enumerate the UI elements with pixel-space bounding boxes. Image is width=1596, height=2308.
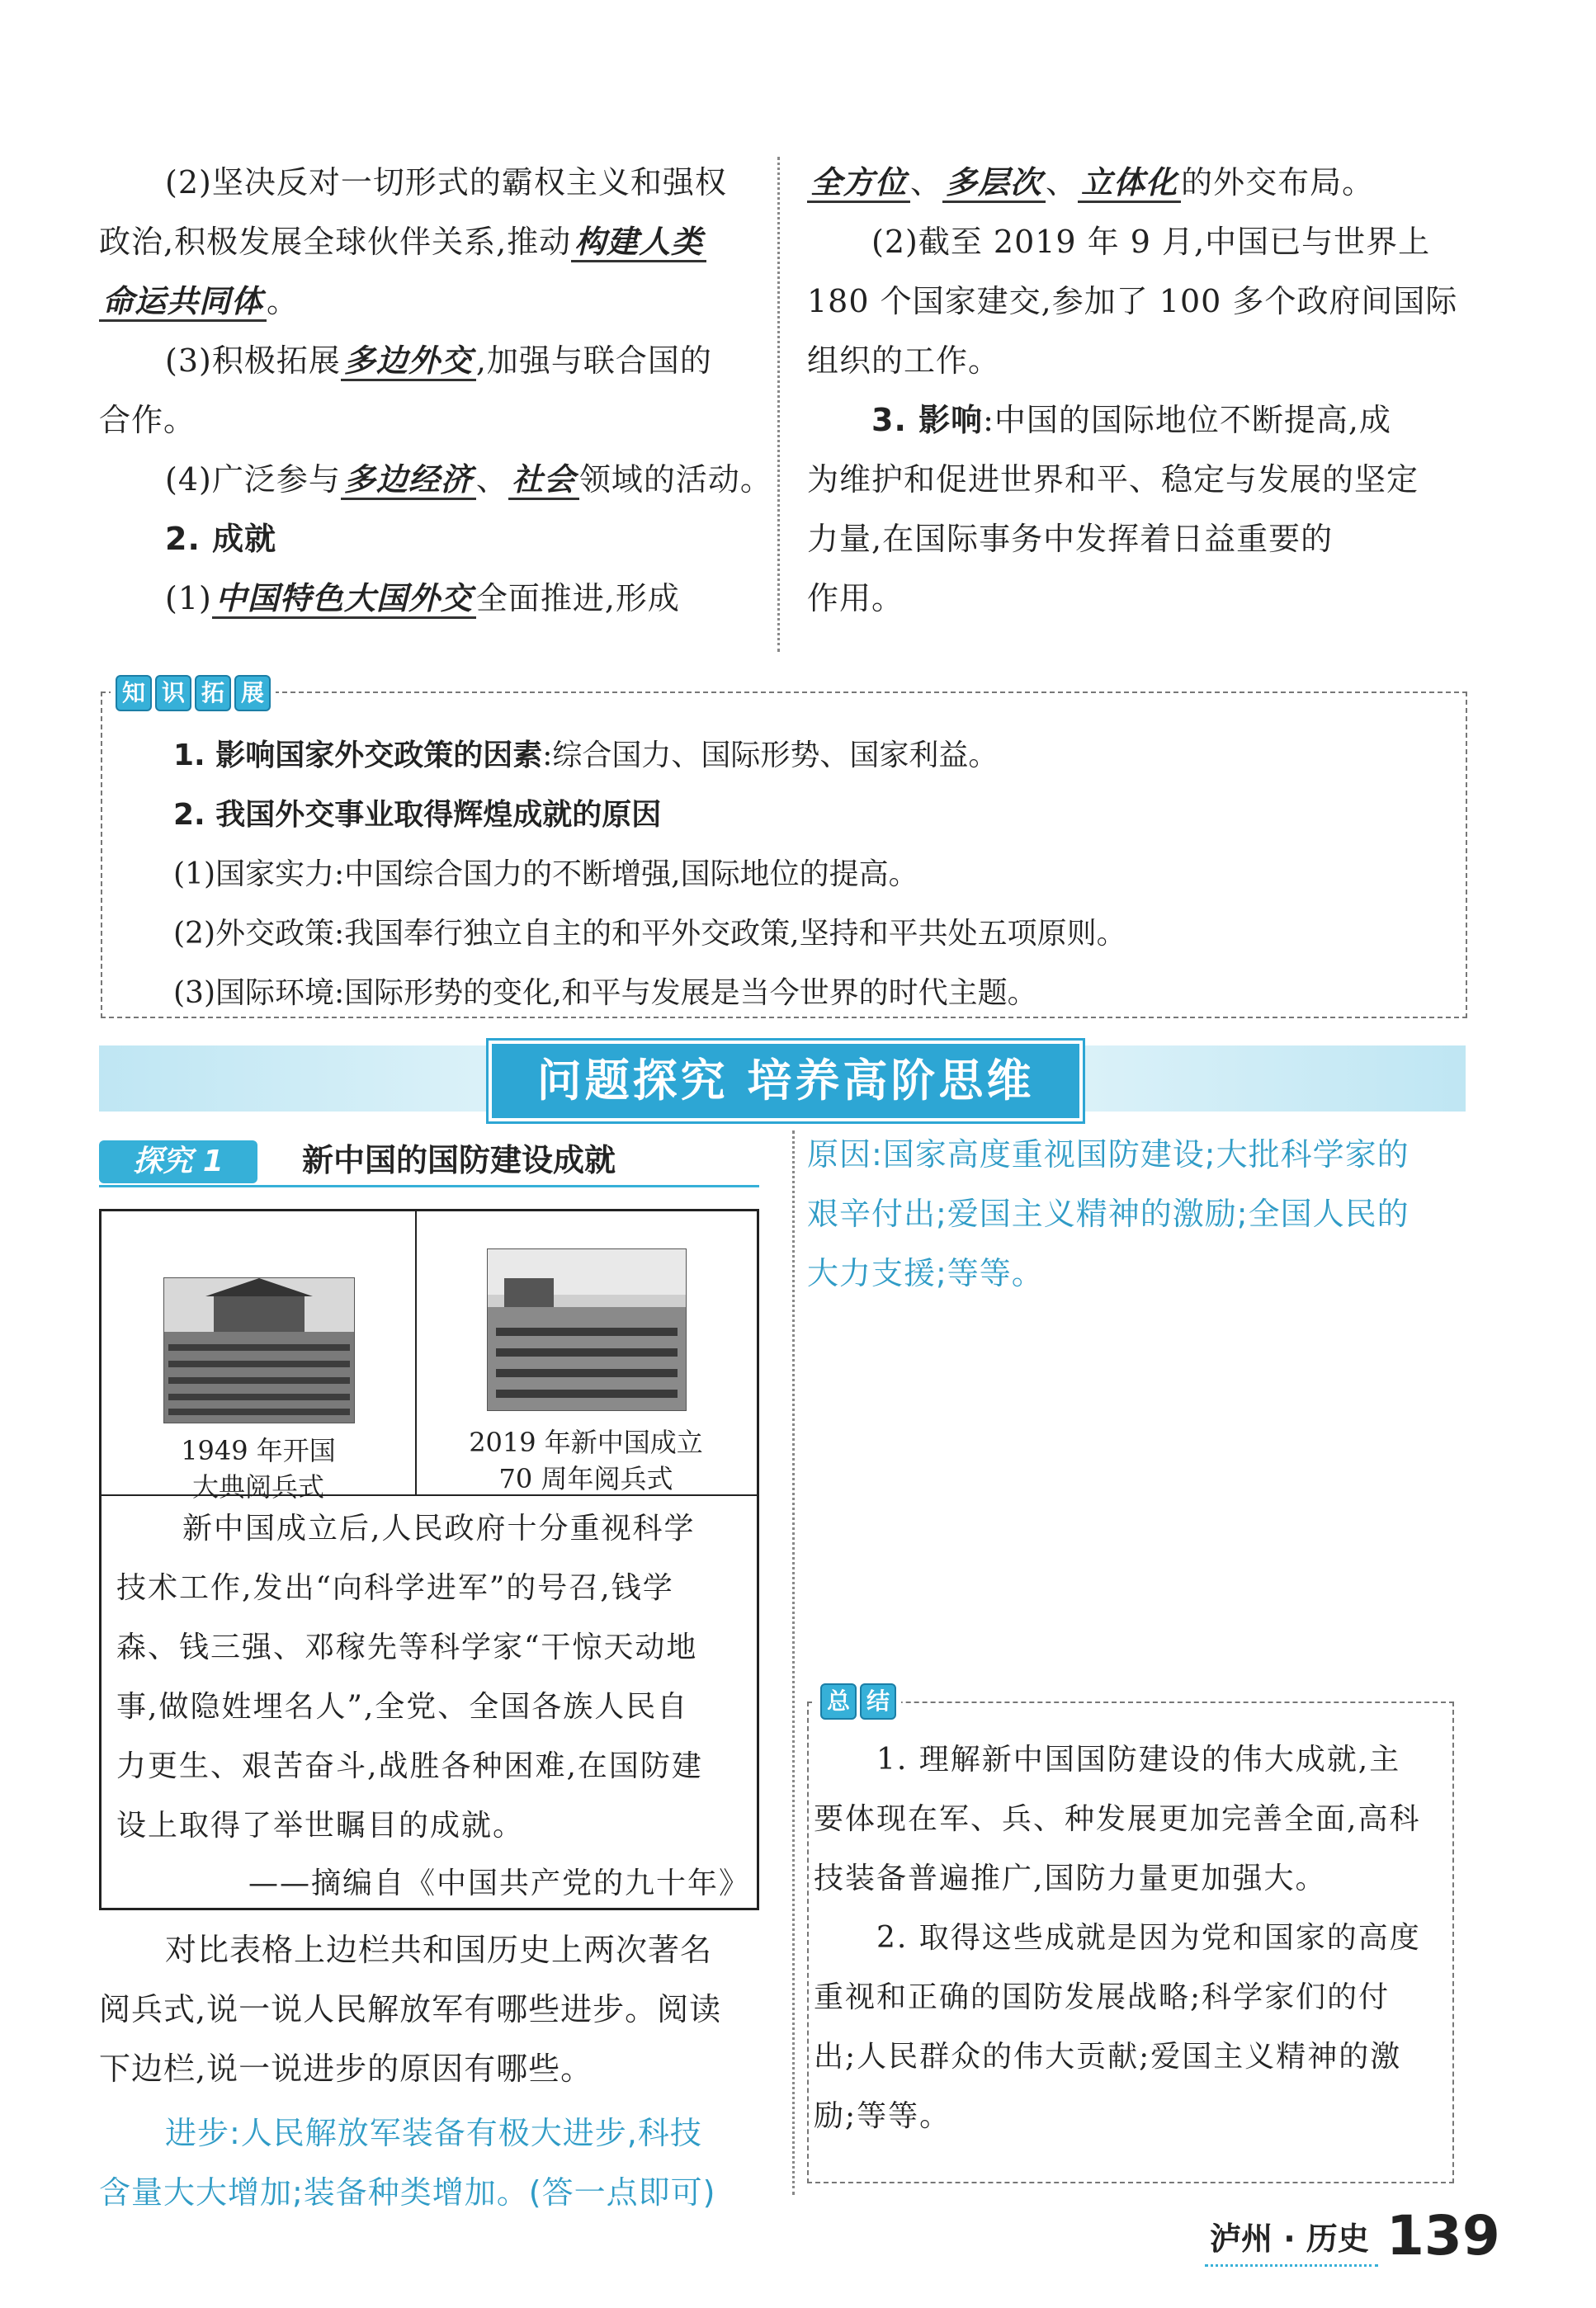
- answer-reason-cont: 艰辛付出;爱国主义精神的激励;全国人民的: [807, 1196, 1409, 1232]
- source-text: 森、钱三强、邓稼先等科学家“干惊天动地: [116, 1631, 698, 1664]
- para-3-cont: 合作。: [99, 402, 196, 438]
- section-banner-title: 问题探究 培养高阶思维: [489, 1041, 1083, 1121]
- heading-achievements: 2. 成就: [165, 521, 277, 557]
- handwritten-answer: 全方位: [807, 164, 910, 203]
- summary-line: 技装备普遍推广,国防力量更加强大。: [814, 1862, 1327, 1895]
- handwritten-answer: 多层次: [942, 164, 1046, 203]
- answer-reason-cont2: 大力支援;等等。: [807, 1255, 1044, 1291]
- right-para-1: 全方位 、 多层次 、 立体化 的外交布局。: [807, 162, 1374, 203]
- footer-label: 泸州 · 历史: [1210, 2221, 1369, 2257]
- column-divider: [777, 157, 780, 652]
- right-para-3-cont2: 力量,在国际事务中发挥着日益重要的: [807, 521, 1334, 557]
- source-text: 事,做隐姓埋名人”,全党、全国各族人民自: [116, 1690, 689, 1724]
- right-para-2-cont: 180 个国家建交,参加了 100 多个政府间国际: [807, 283, 1458, 319]
- right-para-3-cont3: 作用。: [807, 580, 904, 616]
- source-text: 新中国成立后,人民政府十分重视科学: [182, 1512, 696, 1546]
- answer-progress: 进步:人民解放军装备有极大进步,科技: [165, 2115, 702, 2151]
- knowledge-line-5: (3)国际环境:国际形势的变化,和平与发展是当今世界的时代主题。: [173, 976, 1037, 1010]
- right-para-3: 3. 影响:中国的国际地位不断提高,成: [871, 402, 1391, 438]
- inquiry-tag: 探究 1: [99, 1140, 257, 1183]
- summary-tag: 总 结: [815, 1683, 901, 1720]
- photo-caption-1949: 1949 年开国 大典阅兵式: [181, 1435, 336, 1503]
- handwritten-answer: 多边经济: [341, 461, 476, 500]
- summary-line: 要体现在军、兵、种发展更加完善全面,高科: [814, 1802, 1421, 1836]
- handwritten-answer: 社会: [508, 461, 579, 500]
- knowledge-line-4: (2)外交政策:我国奉行独立自主的和平外交政策,坚持和平共处五项原则。: [173, 917, 1126, 951]
- inquiry-title-rule: [99, 1185, 759, 1187]
- footer-rule: [1205, 2264, 1378, 2267]
- summary-line: 重视和正确的国防发展战略;科学家们的付: [814, 1980, 1391, 2014]
- para-3: (3)积极拓展 多边外交 ,加强与联合国的: [165, 340, 712, 381]
- knowledge-line-3: (1)国家实力:中国综合国力的不断增强,国际地位的提高。: [173, 857, 918, 891]
- right-para-2: (2)截至 2019 年 9 月,中国已与世界上: [871, 224, 1431, 260]
- source-citation: ——摘编自《中国共产党的九十年》: [248, 1867, 751, 1900]
- handwritten-answer: 构建人类: [571, 224, 706, 262]
- handwritten-answer: 中国特色大国外交: [212, 580, 476, 619]
- right-para-3-cont: 为维护和促进世界和平、稳定与发展的坚定: [807, 461, 1419, 498]
- source-text: 力更生、艰苦奋斗,战胜各种困难,在国防建: [116, 1749, 703, 1783]
- summary-line: 2. 取得这些成就是因为党和国家的高度: [876, 1921, 1421, 1955]
- handwritten-answer: 多边外交: [341, 342, 476, 381]
- summary-line: 出;人民群众的伟大贡献;爱国主义精神的激: [814, 2040, 1402, 2074]
- para-2: (2)坚决反对一切形式的霸权主义和强权: [165, 164, 727, 201]
- handwritten-answer: 立体化: [1078, 164, 1181, 203]
- source-text: 设上取得了举世瞩目的成就。: [116, 1809, 525, 1843]
- knowledge-line-1: 1. 影响国家外交政策的因素:综合国力、国际形势、国家利益。: [173, 739, 999, 772]
- para-2-cont: 政治,积极发展全球伙伴关系,推动 构建人类: [99, 221, 706, 262]
- question-text: 对比表格上边栏共和国历史上两次著名: [165, 1932, 713, 1968]
- right-para-2-cont2: 组织的工作。: [807, 342, 1001, 379]
- para-5: (1) 中国特色大国外交 全面推进,形成: [165, 578, 680, 619]
- source-text: 技术工作,发出“向科学进军”的号召,钱学: [116, 1571, 674, 1605]
- answer-progress-cont: 含量大大增加;装备种类增加。(答一点即可): [99, 2174, 716, 2211]
- summary-line: 励;等等。: [814, 2099, 951, 2133]
- parade-1949-photo: [163, 1277, 355, 1423]
- page-number: 139: [1386, 2204, 1500, 2268]
- parade-2019-photo: [487, 1248, 687, 1411]
- knowledge-line-2: 2. 我国外交事业取得辉煌成就的原因: [173, 798, 662, 832]
- inquiry-title: 新中国的国防建设成就: [302, 1142, 616, 1178]
- column-divider: [792, 1130, 795, 2195]
- answer-reason: 原因:国家高度重视国防建设;大批科学家的: [807, 1136, 1409, 1173]
- summary-line: 1. 理解新中国国防建设的伟大成就,主: [876, 1743, 1401, 1777]
- question-text: 下边栏,说一说进步的原因有哪些。: [99, 2051, 593, 2087]
- para-2-cont2: 命运共同体 。: [99, 281, 299, 322]
- handwritten-answer: 命运共同体: [99, 283, 267, 322]
- photo-caption-2019: 2019 年新中国成立 70 周年阅兵式: [469, 1427, 703, 1494]
- knowledge-tag: 知 识 拓 展: [111, 675, 276, 711]
- question-text: 阅兵式,说一说人民解放军有哪些进步。阅读: [99, 1991, 722, 2027]
- para-4: (4)广泛参与 多边经济 、 社会 领域的活动。: [165, 459, 772, 500]
- source-table: [99, 1209, 759, 1910]
